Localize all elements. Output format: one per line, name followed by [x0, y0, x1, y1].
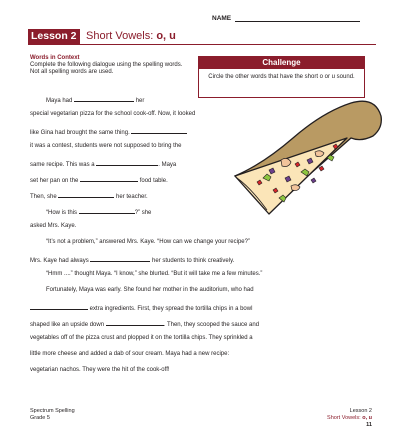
- story-line: “How is this ?” she: [46, 207, 151, 216]
- answer-blank[interactable]: [74, 95, 134, 102]
- answer-blank[interactable]: [80, 175, 138, 182]
- footer-left: [30, 408, 75, 422]
- story-line: “Hmm ....” thought Maya. “I know,” she blurted. “But it will take me a few minutes.”: [46, 271, 263, 277]
- lesson-title-letters: o, u: [156, 30, 176, 42]
- story-line: Maya had her: [46, 95, 144, 104]
- story-line: vegetables off of the pizza crust and plopped it on the tortilla chips. They sprinkled a: [30, 335, 253, 341]
- footer-grade: Grade 5: [30, 415, 50, 421]
- challenge-box: [198, 56, 365, 98]
- footer-right: [327, 408, 372, 429]
- story-line: set her pan on the food table.: [30, 175, 168, 184]
- name-label: NAME: [212, 15, 232, 22]
- story-line: vegetarian nachos. They were the hit of the cook-off!: [30, 367, 170, 373]
- story-line: “It’s not a problem,” answered Mrs. Kaye. “How can we change your recipe?”: [46, 239, 250, 245]
- footer-lesson: Lesson 2: [349, 408, 372, 414]
- story-line: shaped like an upside down . Then, they scooped the sauce and: [30, 319, 259, 328]
- challenge-heading: Challenge: [199, 57, 364, 69]
- story-line: asked Mrs. Kaye.: [30, 223, 77, 229]
- directions-text: Complete the following dialogue using the spelling words. Not all spelling words are used.: [30, 62, 183, 76]
- challenge-text: Circle the other words that have the short o or u sound.: [208, 74, 355, 80]
- answer-blank[interactable]: [30, 303, 88, 310]
- story-line: same recipe. This was a . Maya: [30, 159, 176, 168]
- lesson-tag: Lesson 2: [28, 29, 80, 44]
- lesson-header-bar: [28, 29, 376, 45]
- pizza-slice-illustration: [223, 98, 383, 230]
- story-line: like Gina had brought the same thing.: [30, 127, 187, 136]
- answer-blank[interactable]: [96, 159, 158, 166]
- answer-blank[interactable]: [79, 207, 135, 214]
- answer-blank[interactable]: [58, 191, 114, 198]
- story-line: Fortunately, Maya was early. She found her mother in the auditorium, who had: [46, 287, 254, 293]
- answer-blank[interactable]: [131, 127, 187, 134]
- footer-series: Spectrum Spelling: [30, 408, 75, 414]
- lesson-title-prefix: Short Vowels:: [86, 30, 157, 42]
- story-line: it was a contest, students were not supposed to bring the: [30, 143, 182, 149]
- story-line: extra ingredients. First, they spread the tortilla chips in a bowl: [30, 303, 252, 312]
- story-line: special vegetarian pizza for the school cook-off. Now, it looked: [30, 111, 196, 117]
- story-line: Mrs. Kaye had always her students to think creatively.: [30, 255, 234, 264]
- lesson-title: [86, 29, 176, 44]
- answer-blank[interactable]: [90, 255, 150, 262]
- page-number: 11: [366, 422, 372, 428]
- name-field: [212, 14, 360, 22]
- answer-blank[interactable]: [106, 319, 164, 326]
- story-line: Then, she her teacher.: [30, 191, 148, 200]
- section-heading: Words in Context: [30, 55, 80, 61]
- footer-topic: Short Vowels: o, u: [327, 415, 372, 421]
- story-line: little more cheese and added a dab of sour cream. Maya had a new recipe:: [30, 351, 230, 357]
- name-line: [235, 14, 360, 22]
